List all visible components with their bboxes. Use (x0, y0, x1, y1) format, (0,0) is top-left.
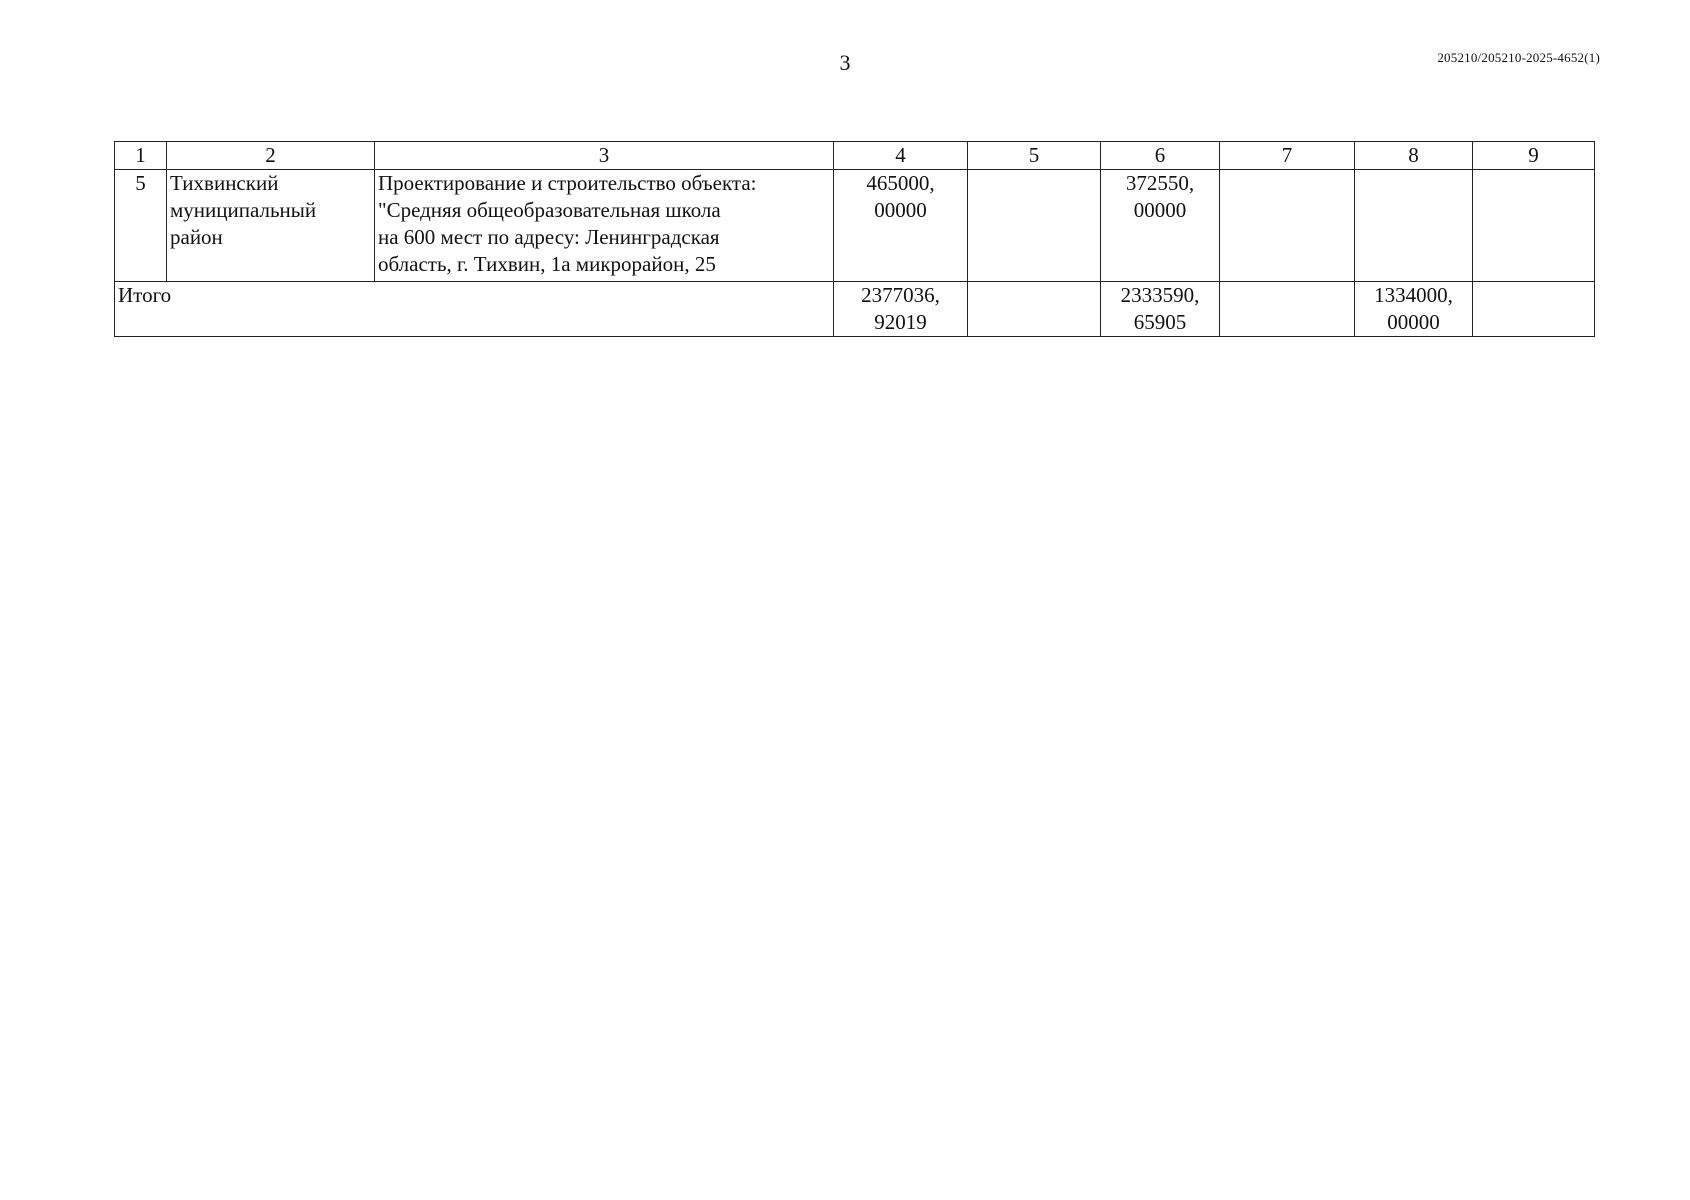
column-number-3: 3 (375, 142, 834, 170)
column-number-4: 4 (834, 142, 968, 170)
total-col-4: 2377036, 92019 (834, 282, 968, 337)
data-table (114, 141, 1595, 337)
row-number: 5 (115, 170, 167, 282)
total-label: Итого (115, 282, 834, 337)
column-number-9: 9 (1473, 142, 1595, 170)
total-col-6: 2333590, 65905 (1101, 282, 1220, 337)
value-col-6: 372550, 00000 (1101, 170, 1220, 282)
district-name: Тихвинский муниципальный район (167, 170, 375, 282)
project-description: Проектирование и строительство объекта: "Средняя общеобразовательная школа на 600 мест по адресу: Ленинградская область, г. Тихвин, 1а микрорайон, 25 (375, 170, 834, 282)
table-row (115, 170, 1595, 282)
value-col-5 (968, 170, 1101, 282)
total-col-5 (968, 282, 1101, 337)
total-row (115, 282, 1595, 337)
document-id: 205210/205210-2025-4652(1) (1437, 50, 1600, 65)
value-col-7 (1220, 170, 1355, 282)
column-number-7: 7 (1220, 142, 1355, 170)
total-col-9 (1473, 282, 1595, 337)
column-number-6: 6 (1101, 142, 1220, 170)
column-number-row (115, 142, 1595, 170)
column-number-5: 5 (968, 142, 1101, 170)
page-number: 3 (839, 50, 851, 75)
value-col-9 (1473, 170, 1595, 282)
column-number-2: 2 (167, 142, 375, 170)
total-col-8: 1334000, 00000 (1355, 282, 1473, 337)
value-col-8 (1355, 170, 1473, 282)
column-number-8: 8 (1355, 142, 1473, 170)
column-number-1: 1 (115, 142, 167, 170)
value-col-4: 465000, 00000 (834, 170, 968, 282)
total-col-7 (1220, 282, 1355, 337)
